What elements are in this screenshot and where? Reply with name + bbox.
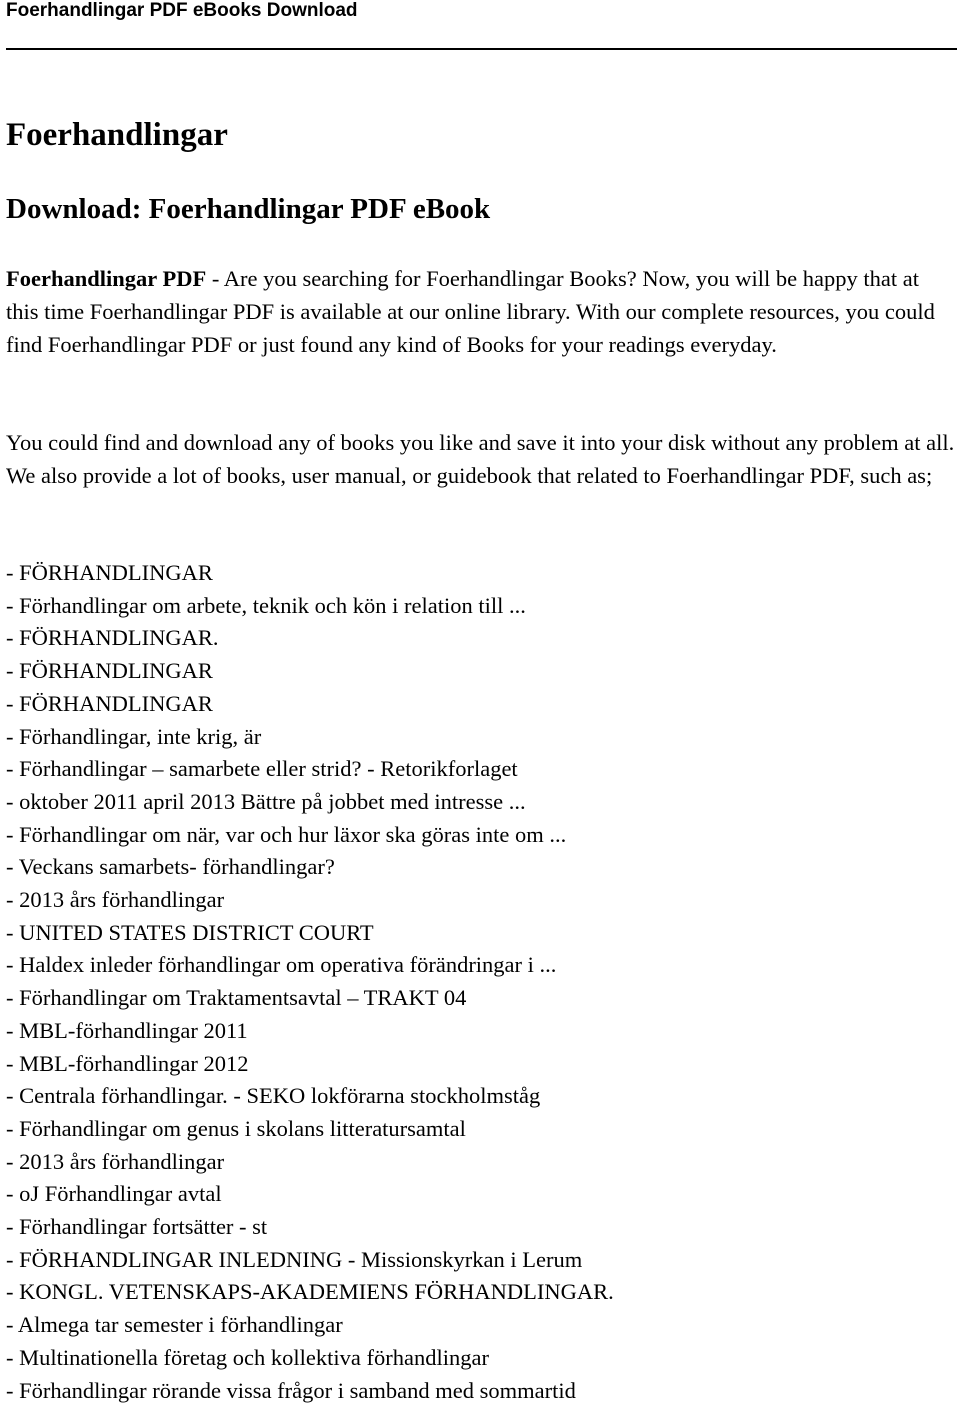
related-item: - Förhandlingar om när, var och hur läxor ska göras inte om ... — [6, 821, 567, 847]
related-item: - 2013 års förhandlingar — [6, 1148, 225, 1174]
intro-paragraph — [6, 262, 956, 361]
related-item: - Förhandlingar, inte krig, är — [6, 723, 262, 749]
related-item: - oJ Förhandlingar avtal — [6, 1181, 222, 1207]
document-subtitle: Download: Foerhandlingar PDF eBook — [6, 193, 491, 225]
related-item: - MBL-förhandlingar 2011 — [6, 1017, 248, 1043]
related-books-list — [6, 557, 956, 1407]
related-item: - KONGL. VETENSKAPS-AKADEMIENS FÖRHANDLINGAR. — [6, 1279, 614, 1305]
related-item: - Haldex inleder förhandlingar om operativa förändringar i ... — [6, 952, 557, 978]
related-item: - Veckans samarbets- förhandlingar? — [6, 854, 335, 880]
document-title: Foerhandlingar — [6, 117, 228, 153]
related-item: - oktober 2011 april 2013 Bättre på jobbet med intresse ... — [6, 788, 526, 814]
related-item: - FÖRHANDLINGAR — [6, 690, 213, 716]
related-item: - Förhandlingar om genus i skolans litteratursamtal — [6, 1115, 466, 1141]
related-item: - Förhandlingar – samarbete eller strid? - Retorikforlaget — [6, 756, 518, 782]
related-item: - FÖRHANDLINGAR — [6, 658, 213, 684]
related-item: - Förhandlingar rörande vissa frågor i samband med sommartid — [6, 1377, 576, 1403]
related-item: - Centrala förhandlingar. - SEKO lokförarna stockholmståg — [6, 1083, 541, 1109]
related-item: - UNITED STATES DISTRICT COURT — [6, 919, 374, 945]
related-item: - FÖRHANDLINGAR. — [6, 625, 219, 651]
related-item: - FÖRHANDLINGAR INLEDNING - Missionskyrkan i Lerum — [6, 1246, 583, 1272]
related-item: - Förhandlingar om arbete, teknik och kön i relation till ... — [6, 592, 526, 618]
related-item: - Förhandlingar om Traktamentsavtal – TRAKT 04 — [6, 985, 467, 1011]
related-item: - FÖRHANDLINGAR — [6, 560, 213, 585]
related-item: - Förhandlingar fortsätter - st — [6, 1214, 268, 1240]
related-item: - 2013 års förhandlingar — [6, 887, 225, 913]
intro-bold-text: Foerhandlingar PDF — [6, 266, 207, 291]
related-item: - MBL-förhandlingar 2012 — [6, 1050, 249, 1076]
page-header-title: Foerhandlingar PDF eBooks Download — [6, 0, 358, 21]
related-item: - Multinationella företag och kollektiva förhandlingar — [6, 1344, 489, 1370]
header-divider — [6, 48, 957, 50]
intro-text: - Are you searching for Foerhandlingar Books? Now, you will be happy that at this time Foerhandlingar PDF is available at our online library. With our complete resources, you could find Foerhandlingar PDF or just found any kind of Books for your readings everyday. — [6, 266, 935, 357]
related-item: - Almega tar semester i förhandlingar — [6, 1312, 343, 1338]
download-paragraph: You could find and download any of books you like and save it into your disk without any problem at all. We also provide a lot of books, user manual, or guidebook that related to Foerhandlingar PDF, such as; — [6, 430, 955, 488]
